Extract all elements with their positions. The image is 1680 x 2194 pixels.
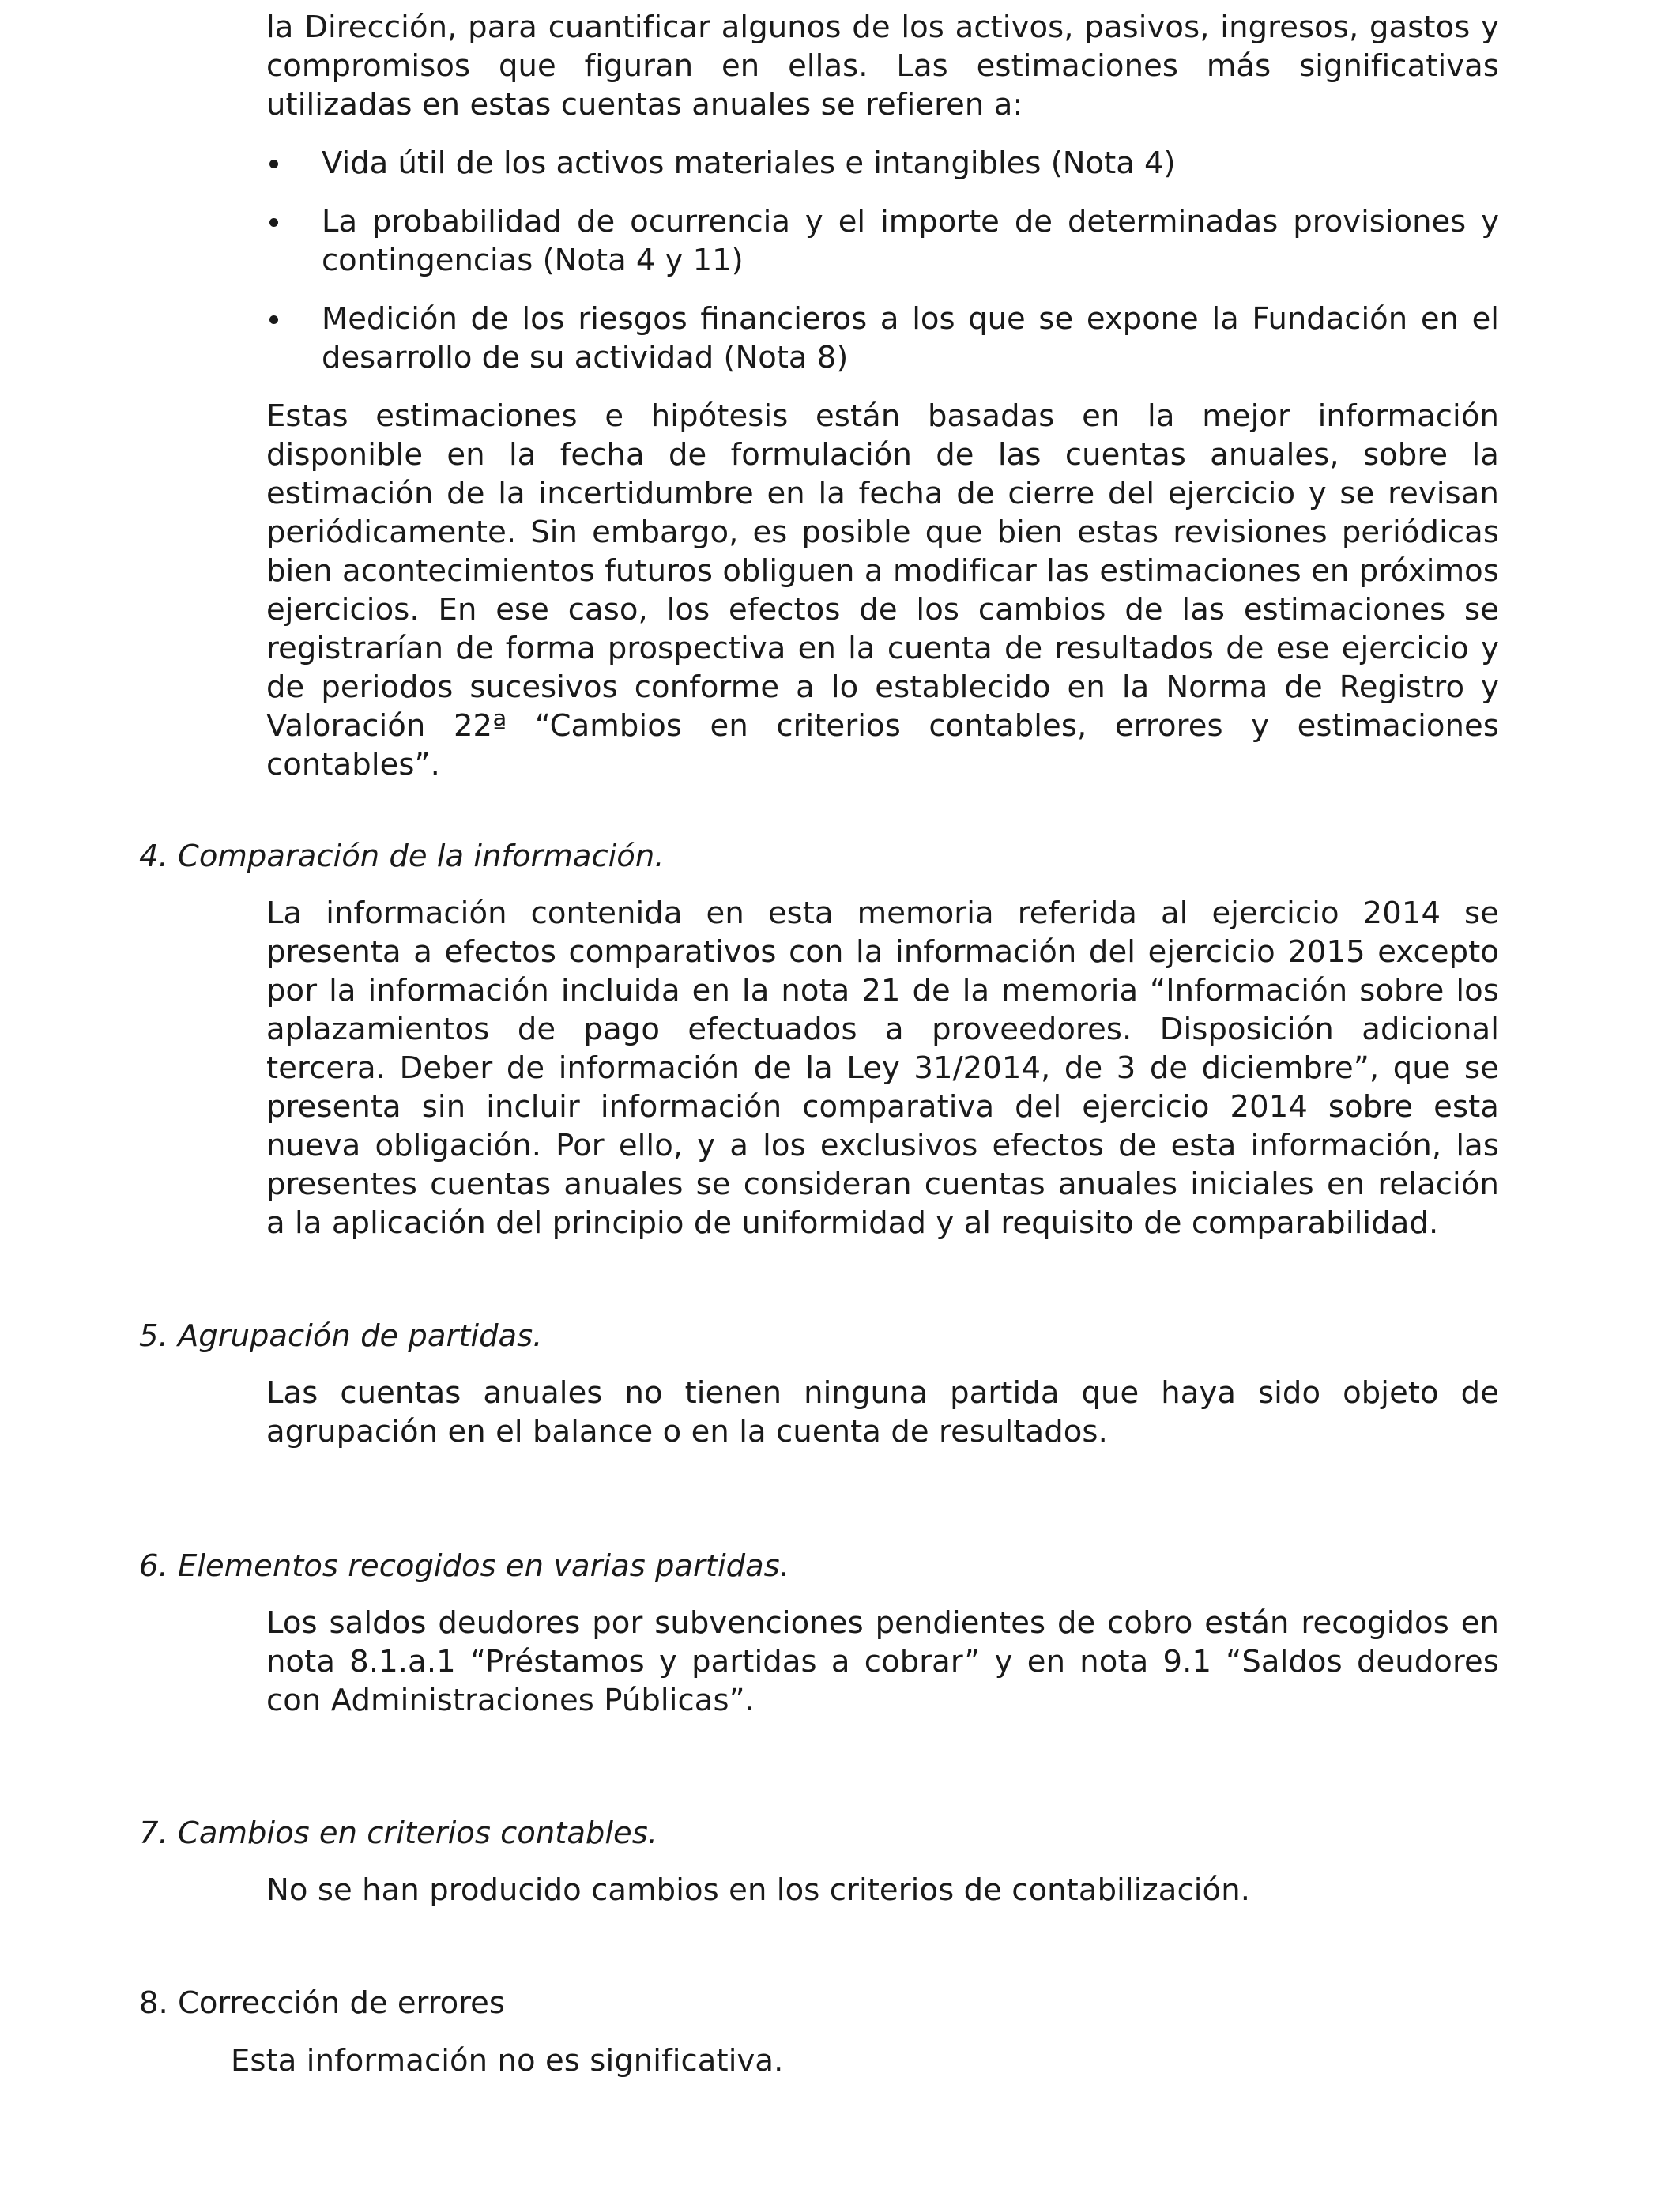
bullet-text: Medición de los riesgos financieros a los que se expone la Fundación en el desarrollo de su actividad (Nota 8) [322,301,1499,375]
bullet-icon [269,218,278,227]
section-heading-7: 7. Cambios en criterios contables. [139,1815,658,1851]
bullet-item [266,202,1499,280]
intro-paragraph: la Dirección, para cuantificar algunos de los activos, pasivos, ingresos, gastos y compromisos que figuran en ellas. Las estimaciones más significativas utilizadas en estas cuentas anuales se refieren a: [266,9,1499,123]
bullet-item [266,144,1499,183]
section-heading-5: 5. Agrupación de partidas. [139,1318,543,1354]
bullet-item [266,300,1499,377]
section-body-5: Las cuentas anuales no tienen ninguna partida que haya sido objeto de agrupación en el balance o en la cuenta de resultados. [266,1375,1499,1449]
section-body-6: Los saldos deudores por subvenciones pendientes de cobro están recogidos en nota 8.1.a.1 “Préstamos y partidas a cobrar” y en nota 9.1 “Saldos deudores con Administraciones Públicas”. [266,1605,1499,1718]
bullet-text: La probabilidad de ocurrencia y el importe de determinadas provisiones y contingencias (Nota 4 y 11) [322,204,1499,278]
section-body-4: La información contenida en esta memoria referida al ejercicio 2014 se presenta a efectos comparativos con la información del ejercicio 2015 excepto por la información incluida en la nota 21 de la memoria “Información sobre los aplazamientos de pago efectuados a proveedores. Disposición adicional tercera. Deber de información de la Ley 31/2014, de 3 de diciembre”, que se presenta sin incluir información comparativa del ejercicio 2014 sobre esta nueva obligación. Por ello, y a los exclusivos efectos de esta información, las presentes cuentas anuales se consideran cuentas anuales iniciales en relación a la aplicación del principio de uniformidad y al requisito de comparabilidad. [266,895,1499,1241]
section-body-8: Esta información no es significativa. [231,2043,784,2079]
section-heading-6: 6. Elementos recogidos en varias partidas. [139,1548,789,1584]
bullet-icon [269,160,278,168]
bullet-text: Vida útil de los activos materiales e intangibles (Nota 4) [322,145,1176,181]
bullet-icon [269,315,278,324]
section-body-7: No se han producido cambios en los criterios de contabilización. [266,1872,1251,1908]
estimates-paragraph: Estas estimaciones e hipótesis están basadas en la mejor información disponible en la fecha de formulación de las cuentas anuales, sobre la estimación de la incertidumbre en la fecha de cierre del ejercicio y se revisan periódicamente. Sin embargo, es posible que bien estas revisiones periódicas bien acontecimientos futuros obliguen a modificar las estimaciones en próximos ejercicios. En ese caso, los efectos de los cambios de las estimaciones se registrarían de forma prospectiva en la cuenta de resultados de ese ejercicio y de periodos sucesivos conforme a lo establecido en la Norma de Registro y Valoración 22ª “Cambios en criterios contables, errores y estimaciones contables”. [266,398,1499,782]
section-heading-8: 8. Corrección de errores [139,1985,505,2021]
section-heading-4: 4. Comparación de la información. [139,839,665,874]
estimates-bullet-list [266,144,1499,377]
